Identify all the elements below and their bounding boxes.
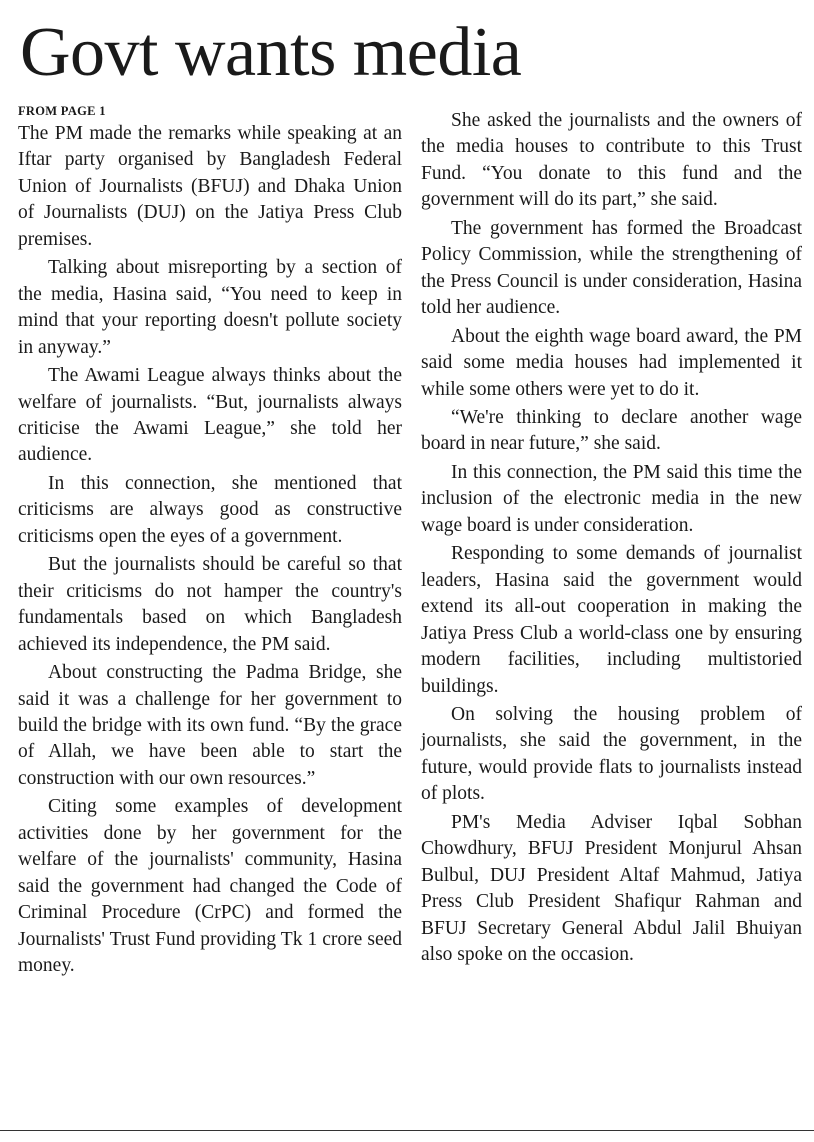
paragraph: Talking about misreporting by a section of the media, Hasina said, “You need to keep in mind that your reporting doesn't pollute society in anyway.” bbox=[18, 257, 402, 358]
paragraph: The government has formed the Broadcast Policy Commission, while the strengthening of the Press Council is under consideration, Hasina told her audience. bbox=[421, 217, 802, 319]
paragraph: She asked the journalists and the owners of the media houses to contribute to this Trust Fund. “You donate to this fund and the government will do its part,” she said. bbox=[421, 110, 802, 211]
paragraph: About constructing the Padma Bridge, she said it was a challenge for her government to build the bridge with its own fund. “By the grace of Allah, we have been able to start the construction with our own resources.” bbox=[18, 662, 402, 789]
paragraph: On solving the housing problem of journalists, she said the government, in the future, would provide flats to journalists instead of plots. bbox=[421, 703, 802, 805]
paragraph: The PM made the remarks while speaking at an Iftar party organised by Bangladesh Federal Union of Journalists (BFUJ) and Dhaka Union of Journalists (DUJ) on the Jatiya Press Club premises. bbox=[18, 123, 402, 250]
paragraph: About the eighth wage board award, the PM said some media houses had implemented it while some others were yet to do it. bbox=[421, 325, 802, 400]
continuation-label: FROM PAGE 1 bbox=[18, 104, 106, 118]
headline: Govt wants media bbox=[20, 14, 522, 91]
paragraph: Citing some examples of development activities done by her government for the welfare of the journalists' community, Hasina said the government had changed the Code of Criminal Procedure (CrPC) and formed the Journalists' Trust Fund providing Tk 1 crore seed money. bbox=[18, 796, 402, 977]
paragraph: But the journalists should be careful so that their criticisms do not hamper the country's fundamentals based on which Bangladesh achieved its independence, the PM said. bbox=[18, 554, 402, 655]
bottom-rule bbox=[0, 1130, 814, 1131]
paragraph: The Awami League always thinks about the welfare of journalists. “But, journalists always criticise the Awami League,” she told her audience. bbox=[18, 365, 402, 466]
article-column-left bbox=[18, 121, 402, 982]
article-column-right bbox=[421, 108, 802, 971]
paragraph: Responding to some demands of journalist leaders, Hasina said the government would extend its all-out cooperation in making the Jatiya Press Club a world-class one by ensuring modern facilities, including multistoried buildings. bbox=[421, 543, 802, 697]
paragraph: PM's Media Adviser Iqbal Sobhan Chowdhury, BFUJ President Monjurul Ahsan Bulbul, DUJ President Altaf Mahmud, Jatiya Press Club President Shafiqur Rahman and BFUJ Secretary General Abdul Jalil Bhuiyan also spoke on the occasion. bbox=[421, 811, 802, 966]
paragraph: “We're thinking to declare another wage board in near future,” she said. bbox=[421, 406, 802, 455]
paragraph: In this connection, she mentioned that criticisms are always good as constructive criticisms open the eyes of a government. bbox=[18, 472, 402, 547]
paragraph: In this connection, the PM said this time the inclusion of the electronic media in the new wage board is under consideration. bbox=[421, 461, 802, 536]
